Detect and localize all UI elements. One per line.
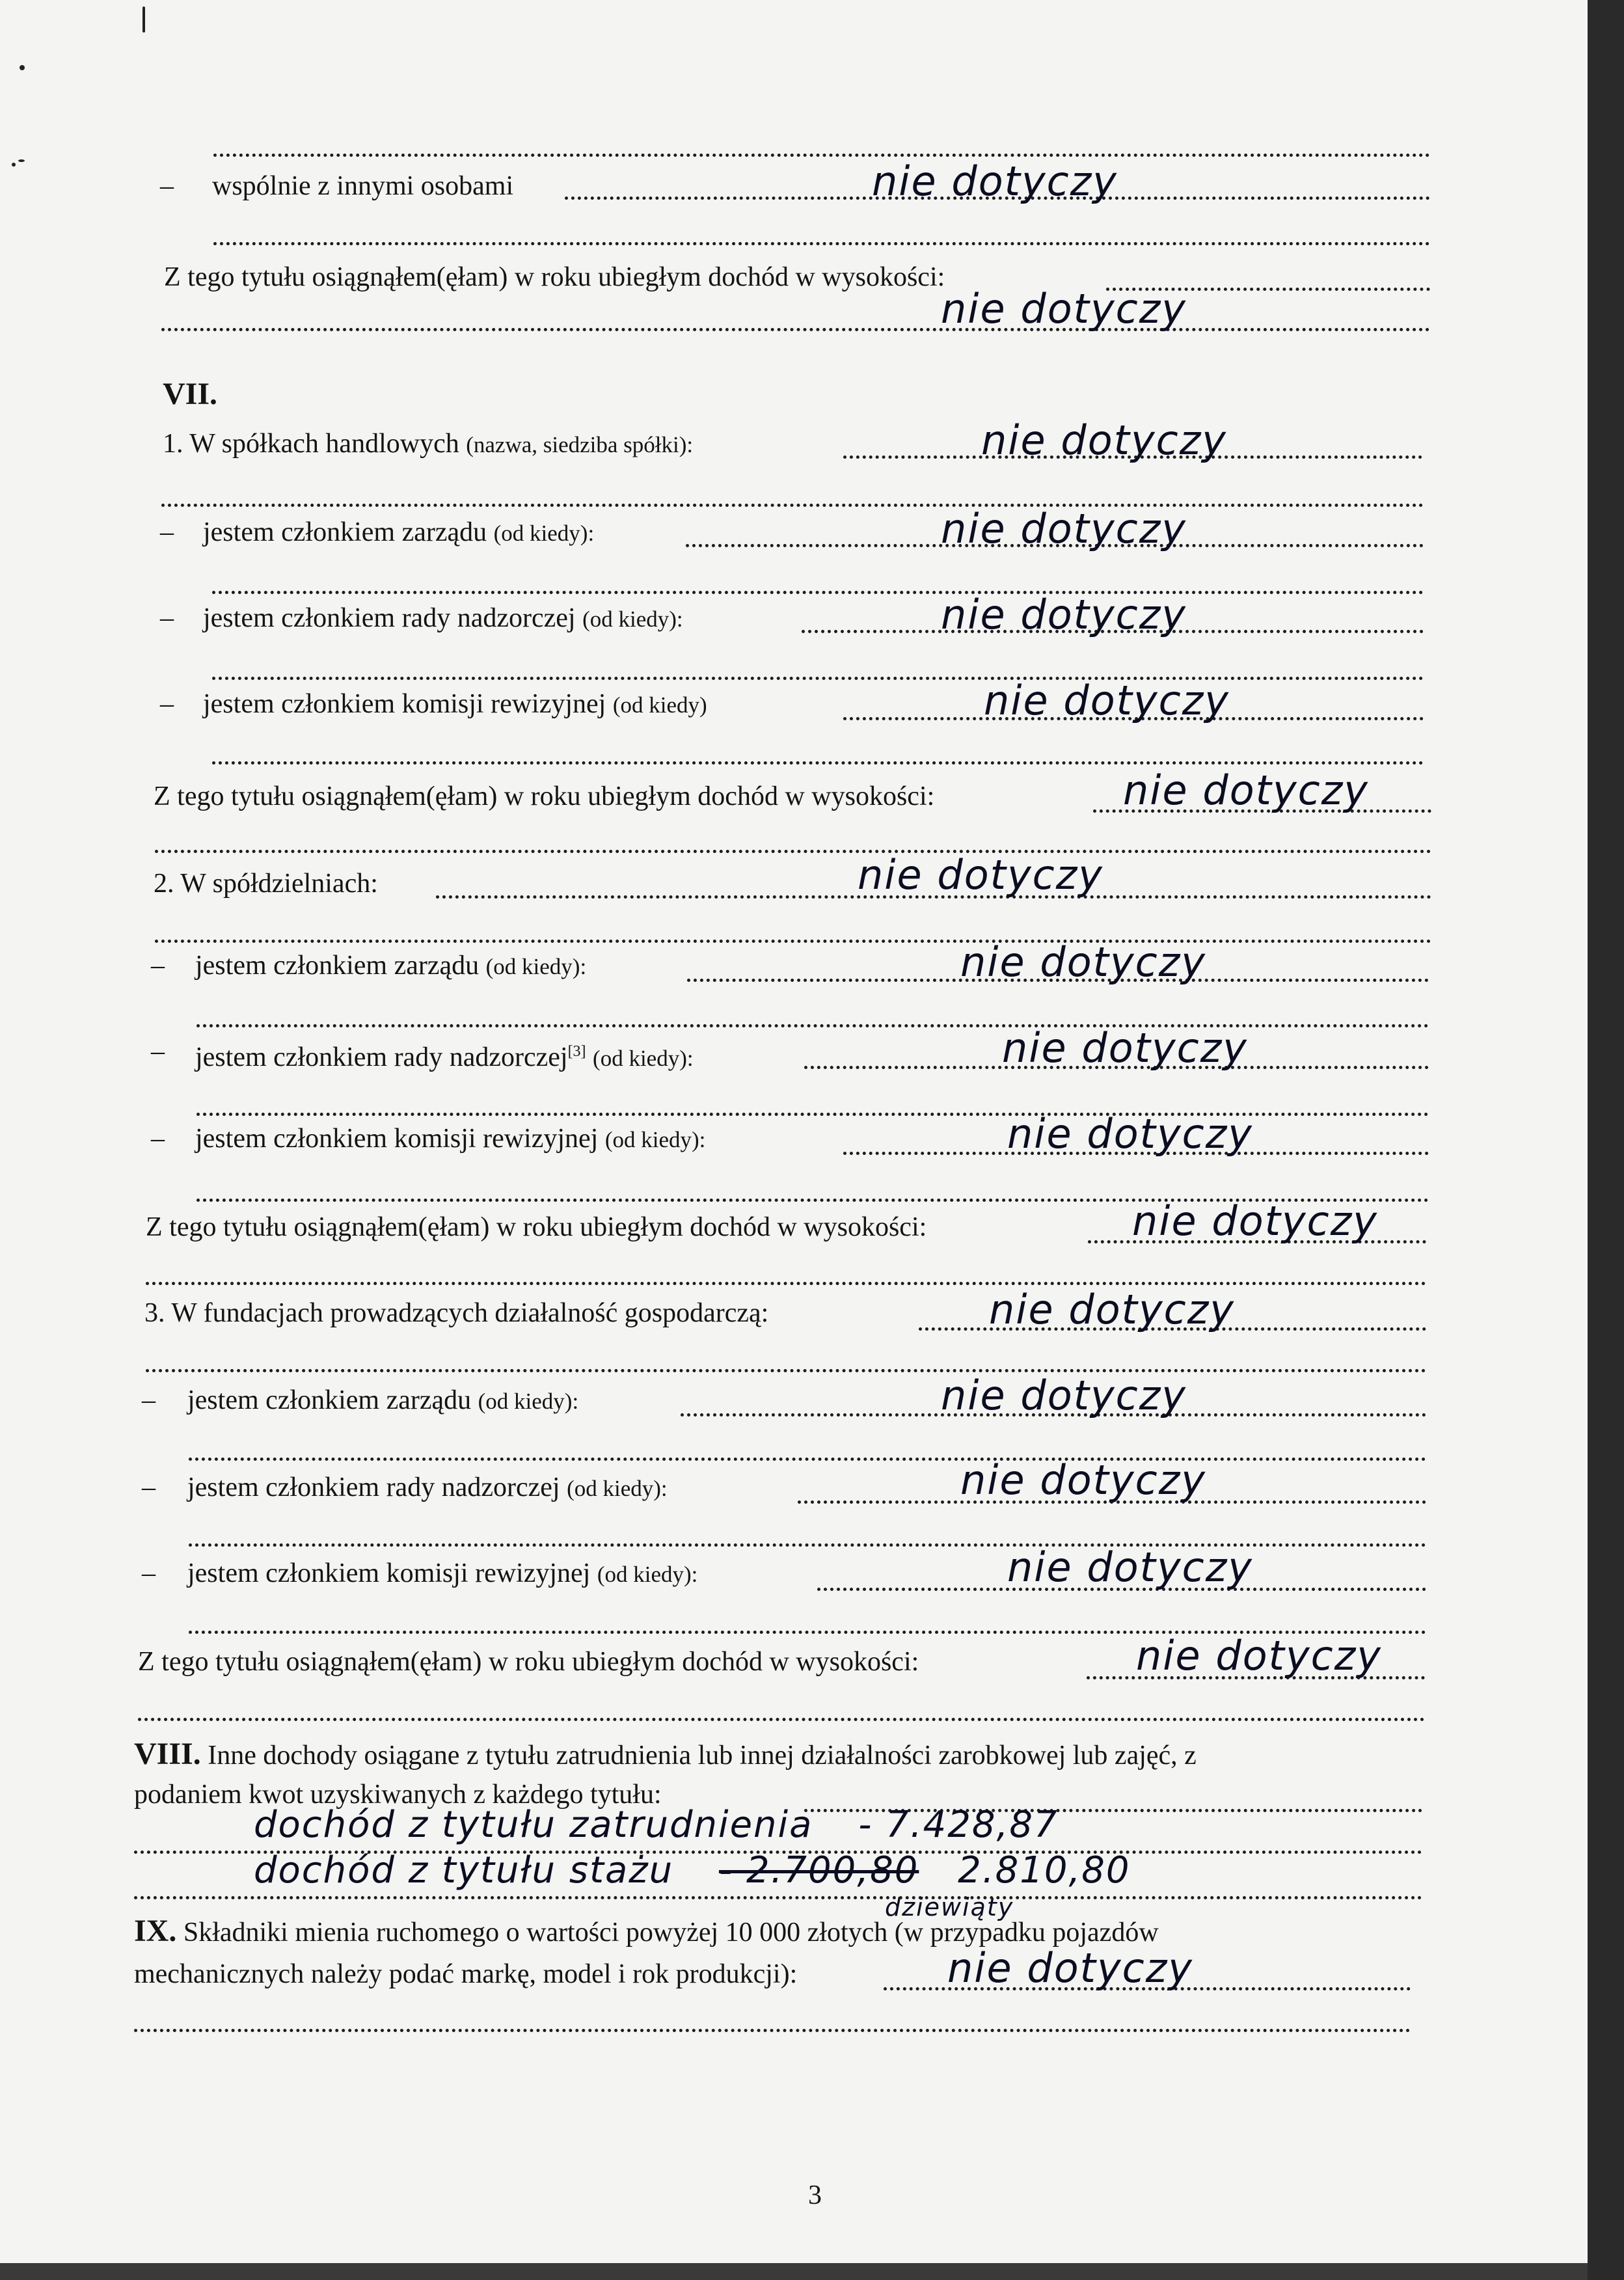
handwritten-answer: nie dotyczy: [1007, 1543, 1253, 1591]
income-label: Z tego tytułu osiągnąłem(ęłam) w roku ubiegłym dochód w wysokości:: [138, 1647, 919, 1677]
list-dash: –: [160, 171, 174, 201]
list-dash: –: [160, 603, 174, 633]
field-hint: (od kiedy):: [597, 1562, 698, 1587]
field-label: [203, 514, 594, 552]
field-label-text: jestem członkiem rady nadzorczej: [187, 1472, 560, 1502]
field-hint: (od kiedy): [612, 692, 707, 718]
answer-line: [161, 328, 1430, 331]
handwritten-answer: nie dotyczy: [981, 416, 1227, 464]
field-label: wspólnie z innymi osobami: [212, 171, 514, 201]
income-label: Z tego tytułu osiągnąłem(ęłam) w roku ubiegłym dochód w wysokości:: [164, 262, 945, 292]
list-dash: –: [151, 1124, 165, 1154]
corrected-amount: 2.810,80: [958, 1849, 1131, 1892]
answer-line: [134, 1896, 1422, 1899]
handwritten-answer: nie dotyczy: [941, 505, 1187, 552]
field-label: [195, 1120, 705, 1158]
scan-edge: [1588, 0, 1624, 2280]
handwritten-answer: nie dotyczy: [858, 851, 1103, 899]
section-text-line: podaniem kwot uzyskiwanych z każdego tytułu:: [134, 1780, 662, 1810]
field-label: [187, 1469, 668, 1507]
field-label-text: jestem członkiem zarządu: [187, 1385, 472, 1415]
income-label: Z tego tytułu osiągnąłem(ęłam) w roku ubiegłym dochód w wysokości:: [154, 781, 935, 811]
handwritten-answer: nie dotyczy: [1123, 767, 1369, 814]
list-dash: –: [160, 689, 174, 719]
field-hint: (od kiedy):: [485, 954, 587, 979]
handwritten-note: dziewiąty: [885, 1893, 1014, 1921]
handwritten-answer: nie dotyczy: [984, 677, 1230, 724]
field-label: [187, 1382, 578, 1420]
margin-mark: [12, 163, 16, 167]
handwritten-answer: nie dotyczy: [947, 1944, 1193, 1992]
handwritten-entry-label: dochód z tytułu zatrudnienia: [254, 1804, 813, 1846]
handwritten-entry-label: dochód z tytułu stażu: [254, 1849, 674, 1892]
field-hint: (nazwa, siedziba spółki):: [466, 432, 694, 457]
field-label-text: jestem członkiem rady nadzorczej: [203, 603, 576, 633]
section-heading: VII.: [163, 377, 218, 411]
margin-mark: [142, 7, 145, 33]
section-text-line: Inne dochody osiągane z tytułu zatrudnienia lub innej działalności zarobkowej lub zajęć, z: [208, 1741, 1197, 1771]
field-label: [203, 600, 683, 638]
margin-mark: [20, 65, 25, 70]
handwritten-answer: nie dotyczy: [1136, 1632, 1382, 1679]
field-label-text: jestem członkiem komisji rewizyjnej: [187, 1558, 591, 1588]
footnote-ref: [3]: [567, 1043, 586, 1060]
field-label: 2. W spółdzielniach:: [154, 869, 378, 899]
list-dash: –: [151, 1037, 165, 1066]
field-hint: (od kiedy):: [593, 1046, 694, 1071]
field-label-text: jestem członkiem komisji rewizyjnej: [203, 689, 606, 719]
answer-line: [213, 242, 1430, 245]
answer-line: [138, 1718, 1425, 1721]
scan-edge: [0, 2263, 1588, 2280]
list-dash: –: [142, 1385, 156, 1415]
handwritten-entry: [254, 1802, 1059, 1848]
section-text: [134, 1736, 1197, 1774]
field-hint: (od kiedy):: [582, 606, 683, 632]
answer-line: [155, 850, 1431, 853]
margin-mark: [18, 159, 25, 162]
field-label: [195, 1033, 694, 1077]
income-label: Z tego tytułu osiągnąłem(ęłam) w roku ubiegłym dochód w wysokości:: [146, 1212, 927, 1242]
section-text-line: mechanicznych należy podać markę, model i rok produkcji):: [134, 1959, 798, 1989]
handwritten-answer: nie dotyczy: [960, 1456, 1206, 1504]
field-label-text: jestem członkiem komisji rewizyjnej: [195, 1124, 599, 1154]
field-label-text: jestem członkiem rady nadzorczej: [195, 1042, 568, 1072]
handwritten-answer: nie dotyczy: [989, 1286, 1235, 1333]
answer-line: [146, 1369, 1426, 1372]
answer-line: [134, 2029, 1411, 2032]
answer-line: [155, 940, 1431, 943]
list-dash: –: [151, 951, 165, 981]
handwritten-answer: nie dotyczy: [941, 591, 1187, 638]
handwritten-answer: nie dotyczy: [941, 1372, 1187, 1419]
field-hint: (od kiedy):: [493, 521, 595, 546]
answer-line: [212, 761, 1424, 765]
handwritten-answer: nie dotyczy: [872, 157, 1118, 205]
page-number: 3: [808, 2180, 822, 2210]
section-heading: IX.: [134, 1914, 177, 1948]
section-text-hint: (w przypadku pojazdów: [894, 1918, 1159, 1948]
field-label: [195, 947, 586, 985]
handwritten-answer: nie dotyczy: [1007, 1110, 1253, 1158]
field-label: 3. W fundacjach prowadzących działalność gospodarczą:: [144, 1298, 769, 1328]
field-hint: (od kiedy):: [478, 1389, 579, 1414]
section-heading: VIII.: [134, 1737, 201, 1771]
field-label-text: jestem członkiem zarządu: [195, 951, 480, 981]
field-label-text: 1. W spółkach handlowych: [163, 429, 459, 459]
handwritten-answer: nie dotyczy: [960, 938, 1206, 986]
handwritten-answer: nie dotyczy: [1002, 1024, 1248, 1072]
answer-line: [189, 1458, 1426, 1461]
field-label: [163, 426, 693, 463]
list-dash: –: [142, 1558, 156, 1588]
answer-line: [212, 677, 1424, 680]
handwritten-answer: nie dotyczy: [1132, 1197, 1378, 1245]
list-dash: –: [160, 517, 174, 547]
handwritten-answer: nie dotyczy: [941, 285, 1187, 332]
list-dash: –: [142, 1472, 156, 1502]
answer-line: [213, 154, 1430, 157]
struck-amount: - 2.700,80: [718, 1849, 919, 1892]
field-label: [203, 686, 707, 724]
handwritten-entry-amount: - 7.428,87: [858, 1804, 1059, 1846]
answer-line: [161, 504, 1424, 507]
field-label-text: jestem członkiem zarządu: [203, 517, 487, 547]
answer-line: [212, 591, 1424, 594]
field-hint: (od kiedy):: [567, 1476, 668, 1501]
field-hint: (od kiedy):: [604, 1127, 706, 1152]
field-label: [187, 1555, 697, 1593]
section-text-line: Składniki mienia ruchomego o wartości powyżej 10 000 złotych: [183, 1918, 888, 1948]
answer-line: [146, 1282, 1426, 1285]
